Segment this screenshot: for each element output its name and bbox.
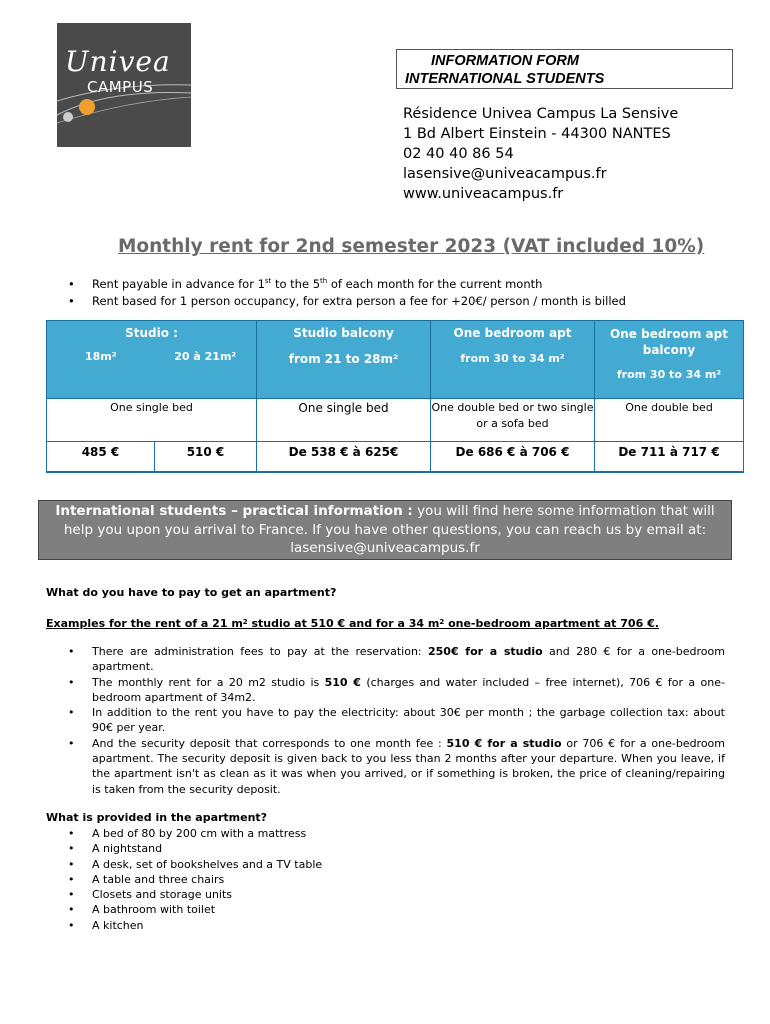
- logo-subtitle: CAMPUS: [87, 78, 154, 96]
- provided-item: • A kitchen: [68, 918, 468, 933]
- residence-address: [403, 104, 678, 204]
- email-address: lasensive@univeacampus.fr: [403, 166, 607, 182]
- provided-list: [68, 826, 468, 933]
- website: www.univeacampus.fr: [403, 186, 564, 202]
- rent-examples-heading: Examples for the rent of a 21 $m^2$ studio at 510 € and for a 34 $m^2$ one-bedroom apartment at 706 €.: [46, 617, 659, 630]
- header-one-bedroom: One bedroom apt from 30 to 34 m²: [431, 321, 595, 399]
- payment-admin-fees: • There are administration fees to pay at the reservation: 250€ for a studio and 280 € for a one-bedroom apartment.: [68, 644, 725, 675]
- header-studio-18: 18m²: [84, 350, 117, 363]
- univea-campus-logo: [57, 23, 191, 147]
- practical-info-banner: International students – practical information : you will find here some information that will help you upon you arrival to France. If you have other questions, you can reach us by email at: lasensive@univeacampus.fr: [38, 500, 732, 560]
- header-studio-20: 20 à 21m²: [174, 350, 237, 363]
- rent-table: [46, 320, 744, 473]
- payment-monthly-rent: • The monthly rent for a 20 m2 studio is 510 € (charges and water included – free internet), 706 € for a one-bedroom apartment of 34m2.: [68, 675, 725, 706]
- bed-studio: One single bed: [47, 399, 257, 442]
- payment-list: [68, 644, 725, 797]
- price-studio-20: 510 €: [155, 442, 257, 472]
- header-studio: Studio : 18m² 20 à 21m²: [47, 321, 257, 399]
- logo-orange-dot: [79, 99, 95, 115]
- payment-security-deposit: • And the security deposit that corresponds to one month fee : 510 € for a studio or 706 € for a one-bedroom apartment. The security deposit is given back to you less than 2 months after your departure. When you leave, if the apartment isn't as clean as it was when you arrived, or if something is broken, the price of cleaning/repairing is taken from the security deposit.: [68, 736, 725, 797]
- payment-electricity: • In addition to the rent you have to pay the electricity: about 30€ per month ; the garbage collection tax: about 90€ per year.: [68, 705, 725, 736]
- bed-balcony: One single bed: [257, 399, 431, 442]
- provided-question-heading: What is provided in the apartment?: [46, 811, 268, 824]
- page-title: Monthly rent for 2nd semester 2023 (VAT included 10%): [118, 236, 705, 257]
- logo-wordmark: Univea: [65, 45, 171, 78]
- logo-grey-dot: [63, 112, 73, 122]
- provided-item: • A table and three chairs: [68, 872, 468, 887]
- price-studio-balcony: De 538 € à 625€: [257, 442, 431, 472]
- provided-item: • A desk, set of bookshelves and a TV table: [68, 857, 468, 872]
- price-studio-18: 485 €: [47, 442, 155, 472]
- price-one-bedroom: De 686 € à 706 €: [431, 442, 595, 472]
- street-address: 1 Bd Albert Einstein - 44300 NANTES: [403, 126, 671, 142]
- residence-name: Résidence Univea Campus La Sensive: [403, 106, 679, 122]
- bed-one-bedroom-balcony: One double bed: [595, 399, 744, 442]
- header-studio-balcony: Studio balcony from 21 to 28m²: [257, 321, 431, 399]
- rent-rule-payment: • Rent payable in advance for 1st to the 5th of each month for the current month: [68, 276, 626, 293]
- price-one-bedroom-balcony: De 711 à 717 €: [595, 442, 744, 472]
- pay-question-heading: What do you have to pay to get an apartment?: [46, 586, 337, 599]
- rent-rules-list: [68, 276, 626, 309]
- rent-table-prices-row: [47, 442, 744, 472]
- rent-table-beds-row: [47, 399, 744, 442]
- provided-item: • Closets and storage units: [68, 887, 468, 902]
- form-title-box: [396, 49, 733, 89]
- provided-item: • A bathroom with toilet: [68, 902, 468, 917]
- rent-table-header: [47, 321, 744, 399]
- provided-item: • A nightstand: [68, 841, 468, 856]
- rent-rule-occupancy: • Rent based for 1 person occupancy, for extra person a fee for +20€/ person / month is billed: [68, 293, 626, 310]
- bed-one-bedroom: One double bed or two single or a sofa bed: [431, 399, 595, 442]
- phone-number: 02 40 40 86 54: [403, 146, 514, 162]
- form-title-line1: INFORMATION FORM: [431, 53, 579, 69]
- provided-item: • A bed of 80 by 200 cm with a mattress: [68, 826, 468, 841]
- form-title-line2: INTERNATIONAL STUDENTS: [405, 71, 605, 87]
- header-one-bedroom-balcony: One bedroom apt balcony from 30 to 34 m²: [595, 321, 744, 399]
